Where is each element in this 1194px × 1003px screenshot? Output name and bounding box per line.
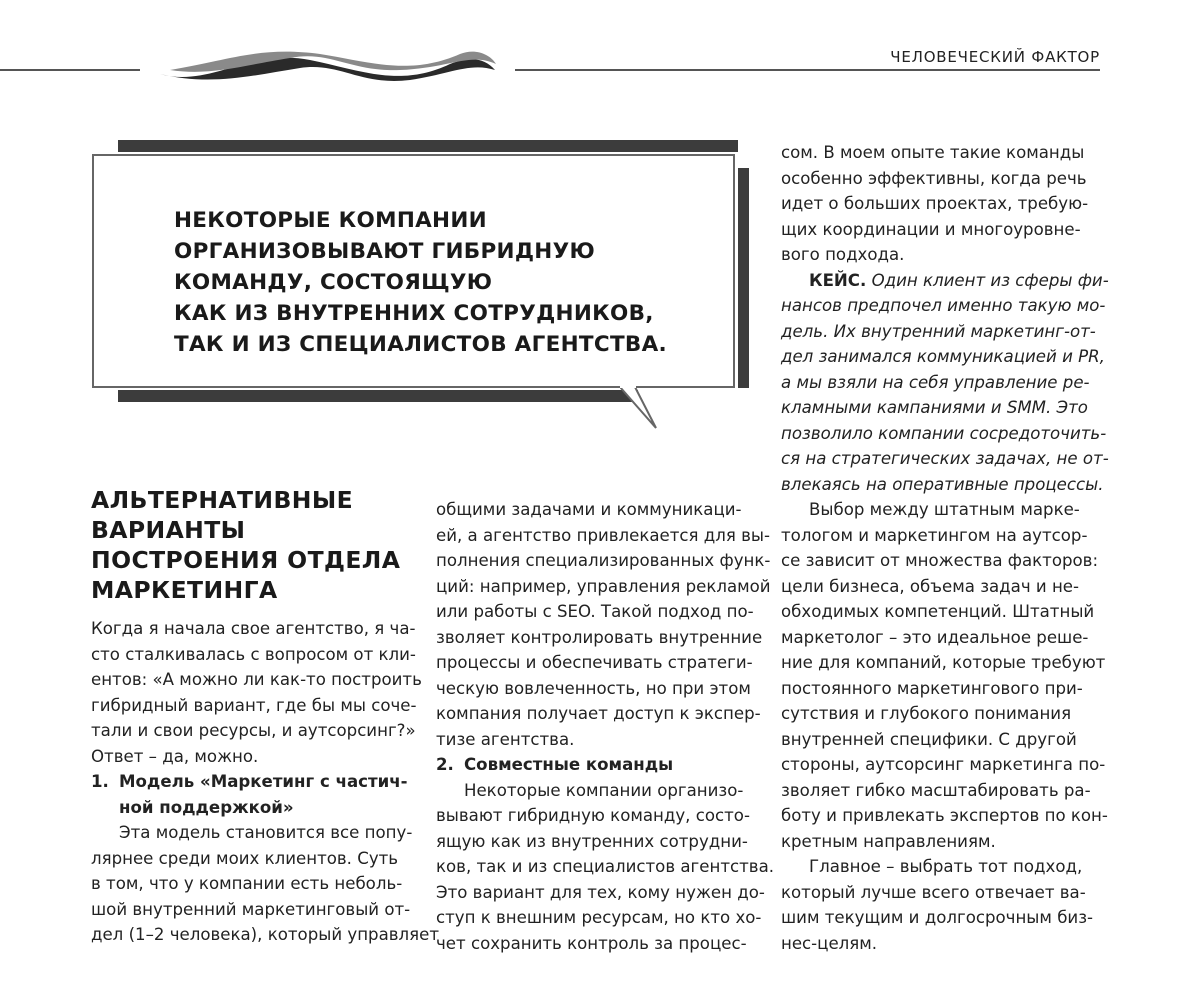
joint-teams-paragraph: Некоторые компании организо- вывают гибридную команду, состо- ящую как из внутренних сотрудни- ков, так и из специалистов агентства. Это вариант для тех, кому нужен до- ступ к внешним ресурсам, но кто хо- чет сохранить контроль за процес- — [436, 780, 775, 953]
pullquote-shadow-bottom — [118, 390, 638, 402]
model-paragraph: Эта модель становится все попу- лярнее среди моих клиентов. Суть в том, что у компании есть неболь- шой внутренний маркетинговый от- дел (1–2 человека), который управляет — [91, 823, 439, 944]
wave-ornament — [150, 40, 500, 90]
pullquote-shadow-right — [738, 168, 749, 388]
list-item-2-heading: 2. Совместные команды — [436, 755, 674, 774]
pullquote-shadow-top — [118, 140, 738, 152]
choice-paragraph: Выбор между штатным марке- тологом и маркетингом на аутсор- се зависит от множества факторов: цели бизнеса, объема задач и не- обходимых компетенций. Штатный маркетолог – это идеальное реше- ние для компаний, которые требуют постоянного маркетингового при- сутствия и глубокого понимания внутренней специфики. С другой стороны, аутсорсинг маркетинга по- зволяет гибко масштабировать ра- боту и привлекать экспертов по кон- кретным направлениям. — [781, 500, 1108, 851]
column-1 — [91, 485, 439, 948]
pullquote-line: ОРГАНИЗОВЫВАЮТ ГИБРИДНУЮ — [174, 239, 595, 264]
final-paragraph: Главное – выбрать тот подход, который лучше всего отвечает ва- шим текущим и долгосрочным биз- нес-целям. — [781, 857, 1094, 953]
model-paragraph-continued: общими задачами и коммуникаци- ей, а агентство привлекается для вы- полнения специализированных функ- ций: например, управления рекламой или работы с SEO. Такой подход по- зволяет контролировать внутренние процессы и обеспечивать стратеги- ческую вовлеченность, но при этом компания получает доступ к экспер- тизе агентства. — [436, 500, 771, 749]
column-3 — [781, 140, 1109, 956]
pullquote-line: КАК ИЗ ВНУТРЕННИХ СОТРУДНИКОВ, — [174, 301, 654, 326]
pullquote-tail — [620, 386, 670, 430]
header-rule-left — [0, 69, 140, 71]
section-title: АЛЬТЕРНАТИВНЫЕ ВАРИАНТЫ ПОСТРОЕНИЯ ОТДЕЛА МАРКЕТИНГА — [91, 486, 401, 604]
pullquote-line: ТАК И ИЗ СПЕЦИАЛИСТОВ АГЕНТСТВА. — [174, 332, 668, 357]
pullquote-line: КОМАНДУ, СОСТОЯЩУЮ — [174, 270, 493, 295]
running-head: ЧЕЛОВЕЧЕСКИЙ ФАКТОР — [890, 48, 1100, 66]
list-item-1-heading: 1. Модель «Маркетинг с частич- ной поддержкой» — [91, 772, 408, 817]
header-rule-right — [515, 69, 1100, 71]
pullquote-line: НЕКОТОРЫЕ КОМПАНИИ — [174, 208, 487, 233]
case-paragraph: КЕЙС. Один клиент из сферы фи- нансов предпочел именно такую мо- дель. Их внутренний маркетинг-от- дел занимался коммуникацией и PR, а мы взяли на себя управление ре- кламными кампаниями и SMM. Это позволило компании сосредоточить- ся на стратегических задачах, не от- влекаясь на оперативные процессы. — [781, 270, 1109, 494]
pullquote-text — [174, 205, 714, 360]
case-label: КЕЙС. — [809, 270, 867, 290]
intro-paragraph: Когда я начала свое агентство, я ча- сто сталкивалась с вопросом от кли- ентов: «А можно ли как-то построить гибридный вариант, где бы мы соче- тали и свои ресурсы, и аутсорсинг?» Ответ – да, можно. — [91, 619, 422, 766]
joint-teams-paragraph-continued: сом. В моем опыте такие команды особенно эффективны, когда речь идет о больших проектах, требую- щих координации и многоуровне- вого подхода. — [781, 143, 1089, 264]
column-2 — [436, 497, 775, 956]
